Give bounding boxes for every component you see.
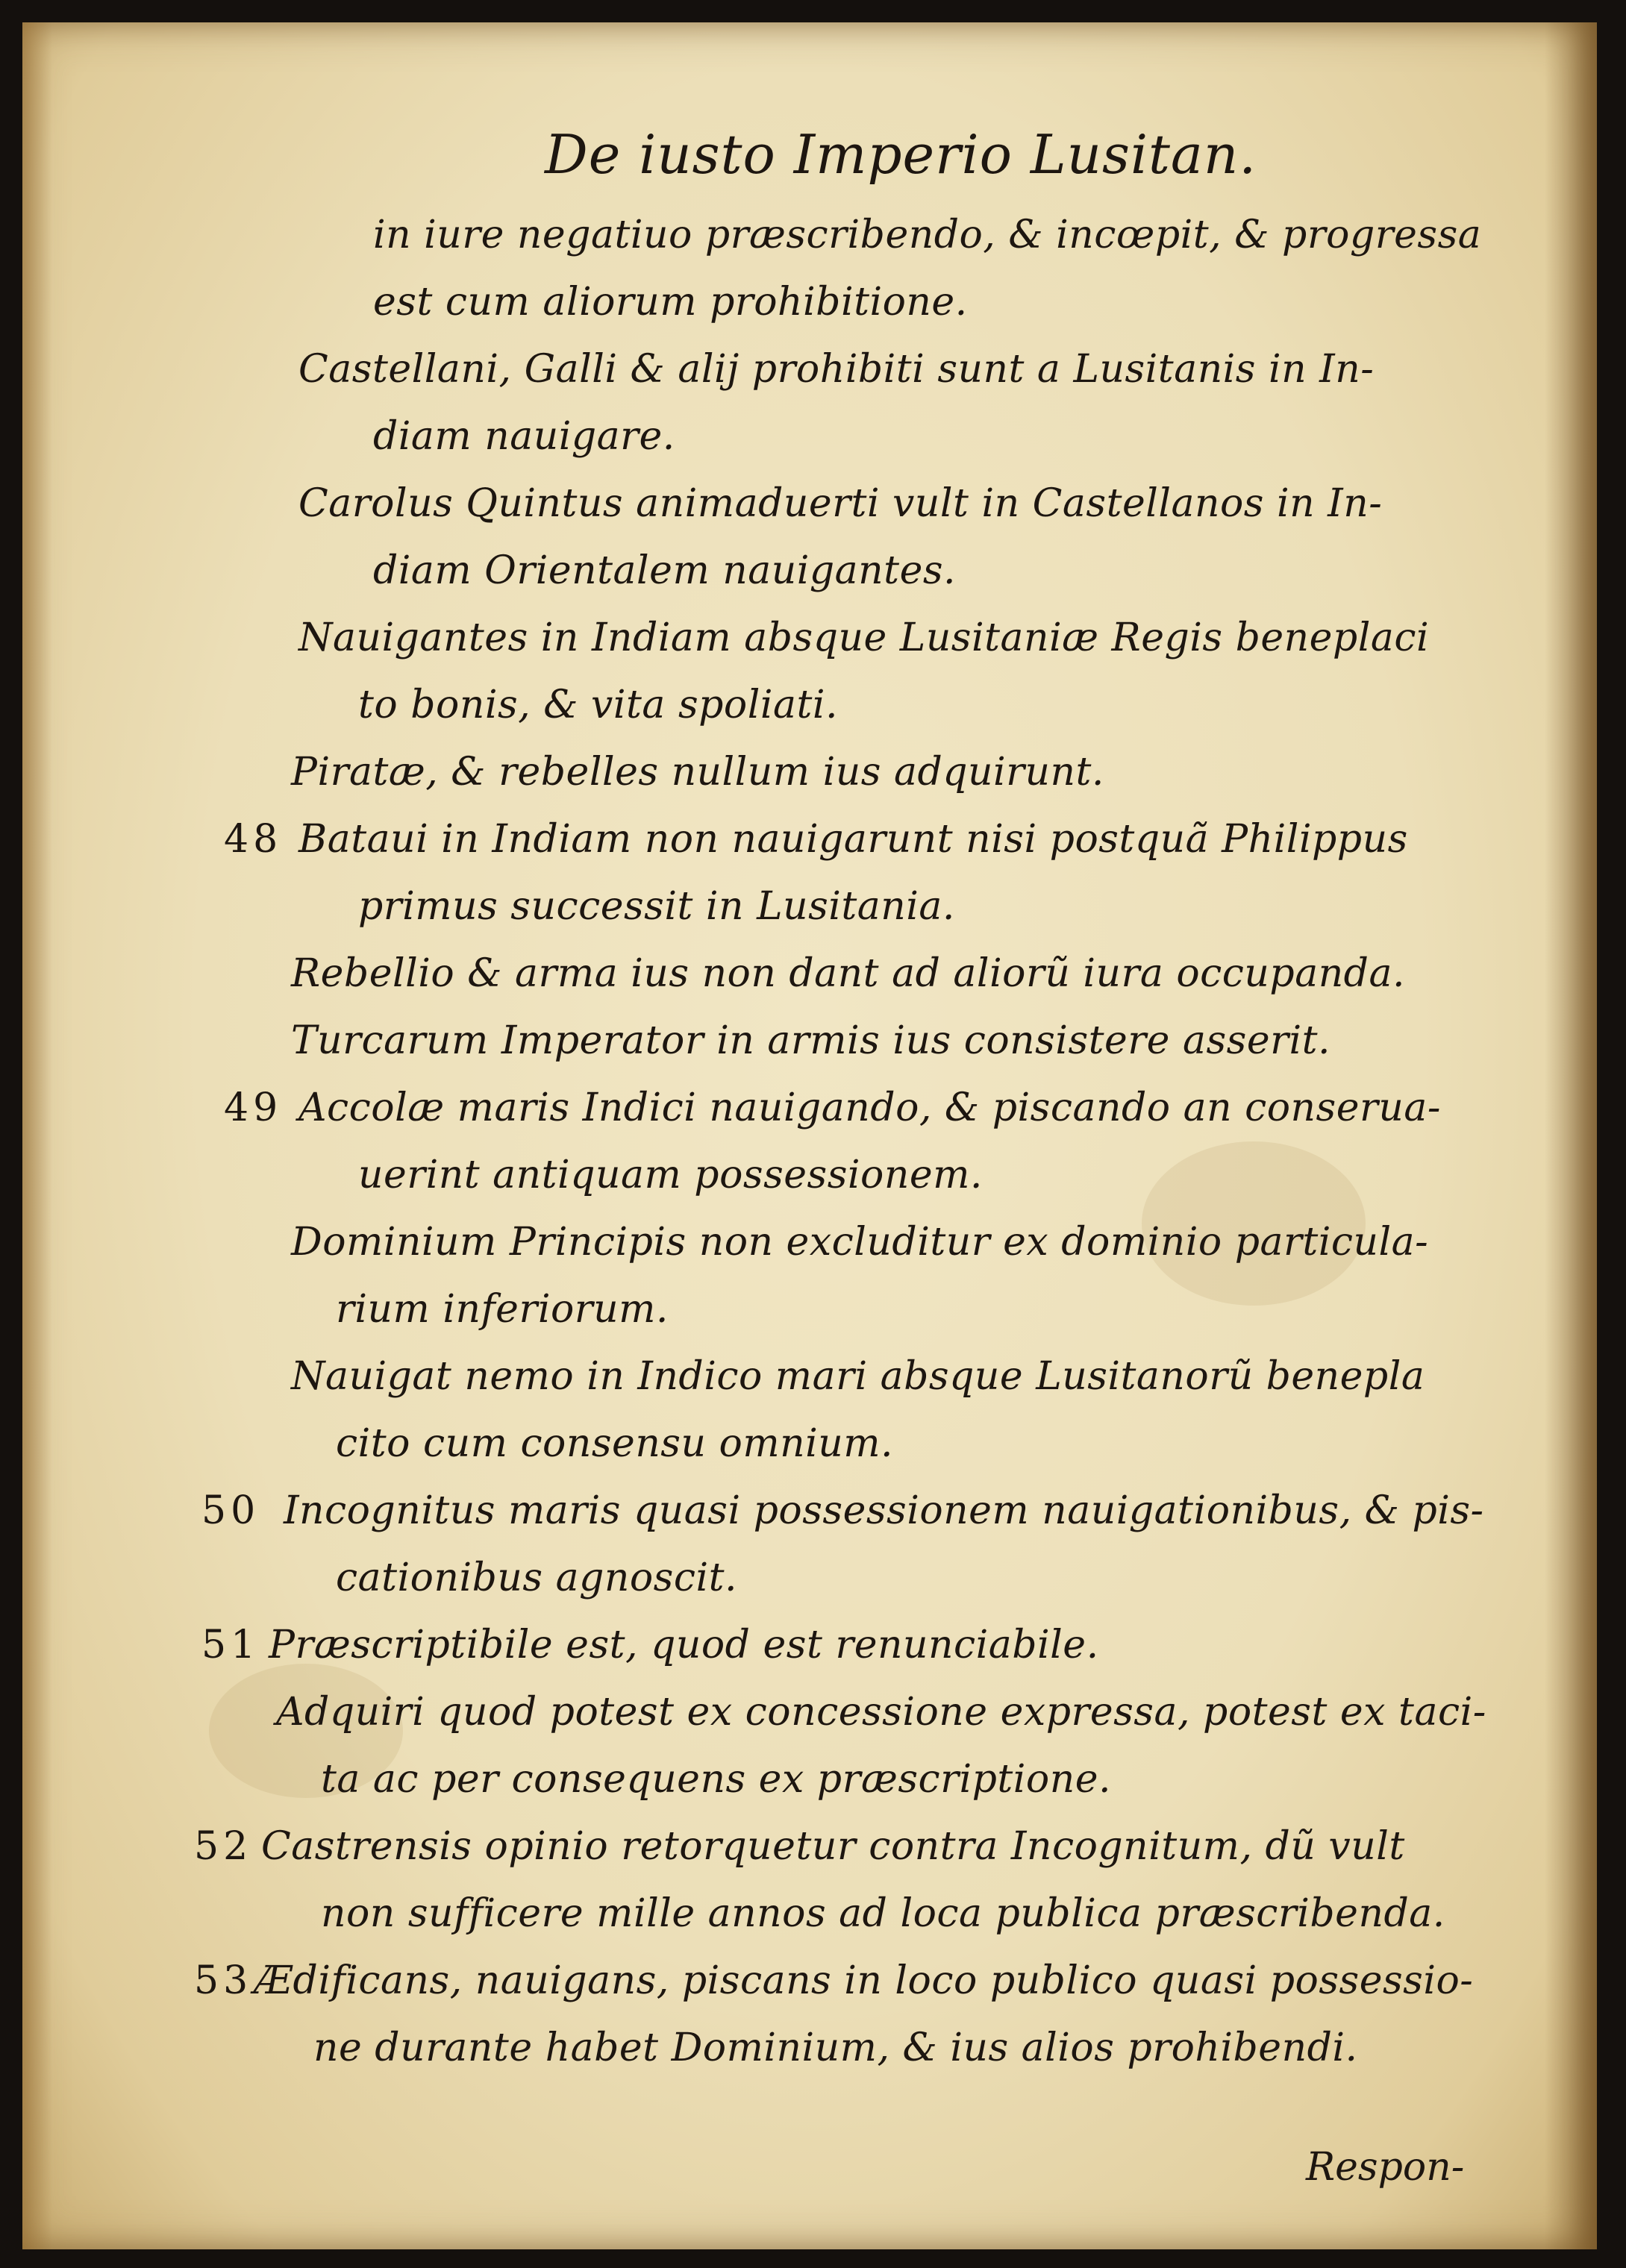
entry-line: Turcarum Imperator in armis ius consistere asserit. (291, 1018, 1331, 1063)
entry-line: Ædificans, nauigans, piscans in loco publico quasi possessio- (254, 1958, 1474, 2003)
book-page (22, 22, 1597, 2249)
entry-line: to bonis, & vita spoliati. (358, 683, 839, 727)
entry-line: Nauigantes in Indiam absque Lusitaniæ Regis beneplaci (298, 615, 1430, 660)
entry-line: ne durante habet Dominium, & ius alios prohibendi. (313, 2026, 1358, 2070)
margin-number: 52 (194, 1824, 253, 1869)
margin-number: 49 (224, 1086, 283, 1130)
catchword: Respon- (1306, 2145, 1465, 2190)
entry-line: in iure negatiuo præscribendo, & incœpit, & progressa (373, 213, 1482, 257)
entry-line: Accolæ maris Indici nauigando, & piscando an conserua- (298, 1086, 1441, 1130)
entry-line: Bataui in Indiam non nauigarunt nisi postquã Philippus (298, 817, 1408, 862)
margin-number: 53 (194, 1958, 253, 2003)
entry-line: diam Orientalem nauigantes. (373, 548, 957, 593)
entry-line: Rebellio & arma ius non dant ad aliorũ iura occupanda. (291, 951, 1406, 996)
margin-number: 48 (224, 817, 283, 862)
entry-line: Piratæ, & rebelles nullum ius adquirunt. (291, 750, 1104, 795)
entry-line: Castrensis opinio retorquetur contra Incognitum, dũ vult (261, 1824, 1405, 1869)
entry-line: Adquiri quod potest ex concessione expressa, potest ex taci- (276, 1690, 1486, 1735)
running-head: De iusto Imperio Lusitan. (545, 123, 1257, 186)
entry-line: ta ac per consequens ex præscriptione. (321, 1757, 1112, 1802)
entry-line: non sufficere mille annos ad loca publica præscribenda. (321, 1891, 1445, 1936)
entry-line: cito cum consensu omnium. (336, 1421, 894, 1466)
entry-line: Castellani, Galli & alij prohibiti sunt a Lusitanis in In- (298, 347, 1375, 392)
entry-line: rium inferiorum. (336, 1287, 669, 1332)
entry-line: Dominium Principis non excluditur ex dominio particula- (291, 1220, 1429, 1265)
entry-line: diam nauigare. (373, 414, 675, 459)
entry-line: primus successit in Lusitania. (358, 884, 955, 929)
entry-line: Nauigat nemo in Indico mari absque Lusitanorũ benepla (291, 1354, 1425, 1399)
entry-line: est cum aliorum prohibitione. (373, 280, 968, 325)
entry-line: Præscriptibile est, quod est renunciabile. (269, 1623, 1099, 1667)
page-text (22, 22, 1597, 2249)
margin-number: 50 (201, 1488, 260, 1533)
entry-line: Incognitus maris quasi possessionem nauigationibus, & pis- (284, 1488, 1484, 1533)
margin-number: 51 (201, 1623, 260, 1667)
entry-line: uerint antiquam possessionem. (358, 1153, 983, 1197)
entry-line: cationibus agnoscit. (336, 1556, 738, 1600)
entry-line: Carolus Quintus animaduerti vult in Castellanos in In- (298, 481, 1383, 526)
